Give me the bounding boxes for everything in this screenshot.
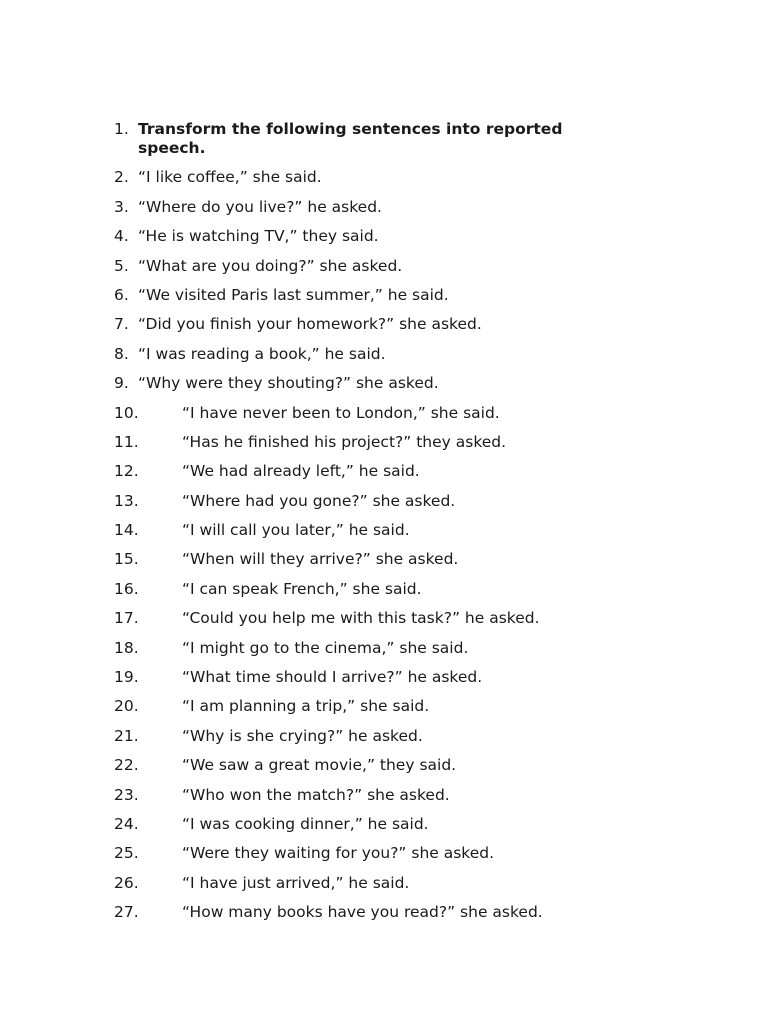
- list-item-text: “I can speak French,” she said.: [182, 579, 422, 598]
- list-item-number: 26.: [114, 873, 139, 892]
- list-item: [0, 257, 768, 276]
- list-item-text: “I have never been to London,” she said.: [182, 403, 500, 422]
- list-item: [0, 756, 768, 775]
- list-item-number: 27.: [114, 903, 139, 922]
- list-item-number: 24.: [114, 814, 139, 833]
- list-item-text: “I was cooking dinner,” he said.: [182, 814, 429, 833]
- list-item: [0, 286, 768, 305]
- list-item: [0, 786, 768, 805]
- list-item-number: 22.: [114, 756, 139, 775]
- list-item: [0, 315, 768, 334]
- list-item: [0, 609, 768, 628]
- list-item-number: 12.: [114, 462, 139, 481]
- list-item-number: 7.: [114, 315, 129, 334]
- list-item-text: Transform the following sentences into reported speech.: [138, 120, 563, 157]
- list-item-text: “Did you finish your homework?” she asked.: [138, 315, 482, 334]
- list-item: [0, 874, 768, 893]
- list-item: [0, 580, 768, 599]
- list-item-number: 5.: [114, 256, 129, 275]
- list-item: [0, 903, 768, 922]
- list-item: [0, 374, 768, 393]
- list-item: [0, 727, 768, 746]
- list-item: [0, 639, 768, 658]
- list-item-text: “We had already left,” he said.: [182, 462, 420, 481]
- list-item-text: “I was reading a book,” he said.: [138, 344, 386, 363]
- numbered-list: [0, 120, 768, 933]
- list-item-number: 6.: [114, 285, 129, 304]
- list-item: [0, 168, 768, 187]
- list-item-number: 13.: [114, 491, 139, 510]
- list-item-text: “How many books have you read?” she asked.: [182, 903, 543, 922]
- list-item: [0, 844, 768, 863]
- list-item-text: “I have just arrived,” he said.: [182, 873, 410, 892]
- list-item: [0, 120, 768, 158]
- list-item-text: “I am planning a trip,” she said.: [182, 697, 430, 716]
- list-item-number: 25.: [114, 844, 139, 863]
- list-item: [0, 550, 768, 569]
- list-item-text: “I will call you later,” he said.: [182, 521, 410, 540]
- list-item-text: “Has he finished his project?” they asked.: [182, 432, 507, 451]
- list-item-number: 14.: [114, 521, 139, 540]
- list-item: [0, 697, 768, 716]
- list-item: [0, 668, 768, 687]
- list-item-text: “Where do you live?” he asked.: [138, 197, 382, 216]
- list-item: [0, 345, 768, 364]
- list-item: [0, 227, 768, 246]
- list-item-text: “What time should I arrive?” he asked.: [182, 668, 483, 687]
- list-item-number: 17.: [114, 609, 139, 628]
- list-item-number: 11.: [114, 432, 139, 451]
- list-item-number: 21.: [114, 726, 139, 745]
- list-item-text: “Why were they shouting?” she asked.: [138, 374, 439, 393]
- list-item-number: 20.: [114, 697, 139, 716]
- list-item: [0, 198, 768, 217]
- list-item-number: 10.: [114, 403, 139, 422]
- list-item-number: 15.: [114, 550, 139, 569]
- list-item-text: “He is watching TV,” they said.: [138, 227, 379, 246]
- list-item-number: 16.: [114, 579, 139, 598]
- list-item-text: “We saw a great movie,” they said.: [182, 756, 457, 775]
- list-item-number: 9.: [114, 374, 129, 393]
- list-item-number: 4.: [114, 227, 129, 246]
- list-item-text: “We visited Paris last summer,” he said.: [138, 285, 449, 304]
- list-item-number: 19.: [114, 668, 139, 687]
- list-item-text: “I might go to the cinema,” she said.: [182, 638, 469, 657]
- list-item-number: 8.: [114, 344, 129, 363]
- list-item-number: 3.: [114, 197, 129, 216]
- list-item: [0, 521, 768, 540]
- list-item: [0, 462, 768, 481]
- list-item-number: 1.: [114, 120, 129, 138]
- list-item-text: “Why is she crying?” he asked.: [182, 726, 423, 745]
- list-item-text: “Were they waiting for you?” she asked.: [182, 844, 495, 863]
- list-item-text: “I like coffee,” she said.: [138, 168, 322, 187]
- list-item-number: 18.: [114, 638, 139, 657]
- list-item-number: 23.: [114, 785, 139, 804]
- list-item-text: “When will they arrive?” she asked.: [182, 550, 459, 569]
- list-item-text: “Where had you gone?” she asked.: [182, 491, 456, 510]
- list-item-text: “What are you doing?” she asked.: [138, 256, 403, 275]
- list-item: [0, 404, 768, 423]
- list-item-number: 2.: [114, 168, 129, 187]
- list-item: [0, 492, 768, 511]
- list-item-text: “Who won the match?” she asked.: [182, 785, 450, 804]
- list-item-text: “Could you help me with this task?” he asked.: [182, 609, 540, 628]
- list-item: [0, 433, 768, 452]
- list-item: [0, 815, 768, 834]
